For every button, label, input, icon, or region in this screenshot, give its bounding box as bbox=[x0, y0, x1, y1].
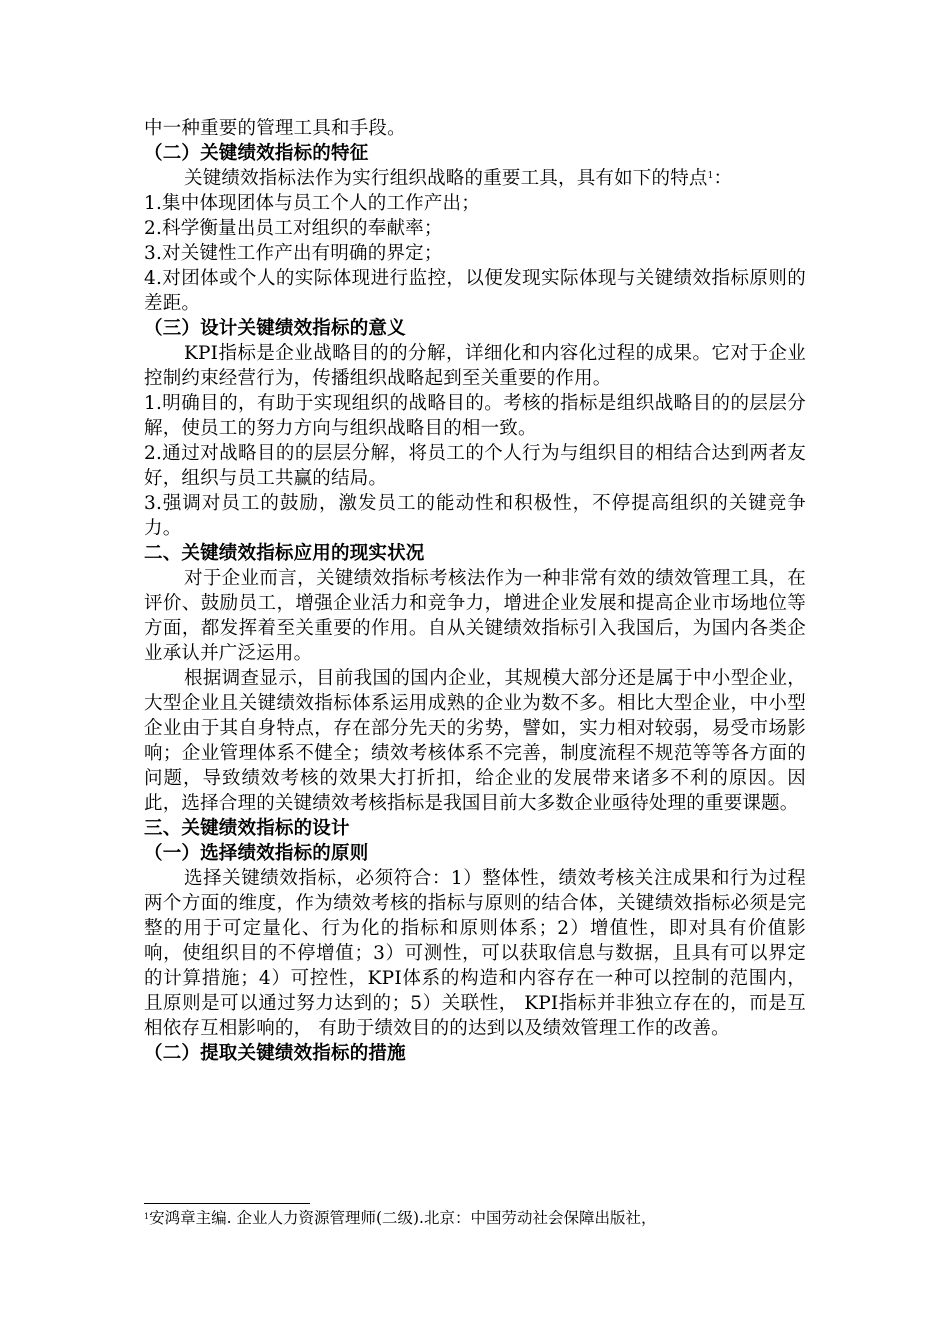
meaning-item-2: 2.通过对战略目的的层层分解，将员工的个人行为与组织目的相结合达到两者友好，组织与员工共赢的结局。 bbox=[144, 443, 806, 489]
heading-section-2: 二、关键绩效指标应用的现实状况 bbox=[144, 543, 425, 564]
feature-intro-colon: ： bbox=[713, 168, 733, 189]
feature-item-4: 4.对团体或个人的实际体现进行监控，以便发现实际体现与关键绩效指标原则的差距。 bbox=[144, 268, 806, 314]
paragraph-application-2: 根据调查显示，目前我国的国内企业，其规模大部分还是属于中小型企业，大型企业且关键绩效指标体系运用成熟的企业为数不多。相比大型企业，中小型企业由于其自身特点，存在部分先天的劣势，譬如，实力相对较弱，易受市场影响；企业管理体系不健全；绩效考核体系不完善，制度流程不规范等等各方面的问题，导致绩效考核的效果大打折扣，给企业的发展带来诸多不利的原因。因此，选择合理的关键绩效考核指标是我国目前大多数企业亟待处理的重要课题。 bbox=[144, 668, 806, 814]
meaning-item-3: 3.强调对员工的鼓励，激发员工的能动性和积极性，不停提高组织的关键竞争力。 bbox=[144, 493, 806, 539]
paragraph-kpi: KPI指标是企业战略目的的分解，详细化和内容化过程的成果。它对于企业控制约束经营行为，传播组织战略起到至关重要的作用。 bbox=[144, 343, 806, 389]
heading-2-3: （三）设计关键绩效指标的意义 bbox=[144, 318, 406, 339]
heading-section-3: 三、关键绩效指标的设计 bbox=[144, 818, 350, 839]
feature-item-2: 2.科学衡量出员工对组织的奉献率； bbox=[144, 218, 443, 239]
paragraph-principle: 选择关键绩效指标，必须符合：1）整体性，绩效考核关注成果和行为过程两个方面的维度，作为绩效考核的指标与原则的结合体，关键绩效指标必须是完整的用于可定量化、行为化的指标和原则体系；2）增值性，即对具有价值影响，使组织目的不停增值；3）可测性，可以获取信息与数据，且具有可以界定的计算措施；4）可控性，KPI体系的构造和内容存在一种可以控制的范围内，且原则是可以通过努力达到的；5）关联性， KPI指标并非独立存在的，而是互相依存互相影响的， 有助于绩效目的的达到以及绩效管理工作的改善。 bbox=[144, 868, 806, 1039]
paragraph-continuation: 中一种重要的管理工具和手段。 bbox=[144, 118, 406, 139]
heading-3-2: （二）提取关键绩效指标的措施 bbox=[144, 1043, 406, 1064]
footnote-separator bbox=[144, 1203, 310, 1204]
footnote bbox=[144, 1207, 806, 1229]
footnote-mark: 1 bbox=[144, 1212, 150, 1221]
feature-intro-text: 关键绩效指标法作为实行组织战略的重要工具，具有如下的特点 bbox=[184, 168, 708, 189]
heading-3-1: （一）选择绩效指标的原则 bbox=[144, 843, 369, 864]
body-text bbox=[144, 116, 806, 1066]
meaning-item-1: 1.明确目的，有助于实现组织的战略目的。考核的指标是组织战略目的的层层分解，使员工的努力方向与组织战略目的相一致。 bbox=[144, 393, 806, 439]
feature-item-1: 1.集中体现团体与员工个人的工作产出； bbox=[144, 193, 480, 214]
paragraph-feature-intro bbox=[144, 166, 806, 191]
feature-item-3: 3.对关键性工作产出有明确的界定； bbox=[144, 243, 443, 264]
heading-2-2: （二）关键绩效指标的特征 bbox=[144, 143, 369, 164]
paragraph-application-1: 对于企业而言，关键绩效指标考核法作为一种非常有效的绩效管理工具，在评价、鼓励员工，增强企业活力和竞争力，增进企业发展和提高企业市场地位等方面，都发挥着至关重要的作用。自从关键绩效指标引入我国后，为国内各类企业承认并广泛运用。 bbox=[144, 568, 806, 664]
footnote-text: 安鸿章主编. 企业人力资源管理师(二级).北京：中国劳动社会保障出版社， bbox=[149, 1209, 657, 1227]
footnote-reference: 1 bbox=[707, 171, 714, 181]
